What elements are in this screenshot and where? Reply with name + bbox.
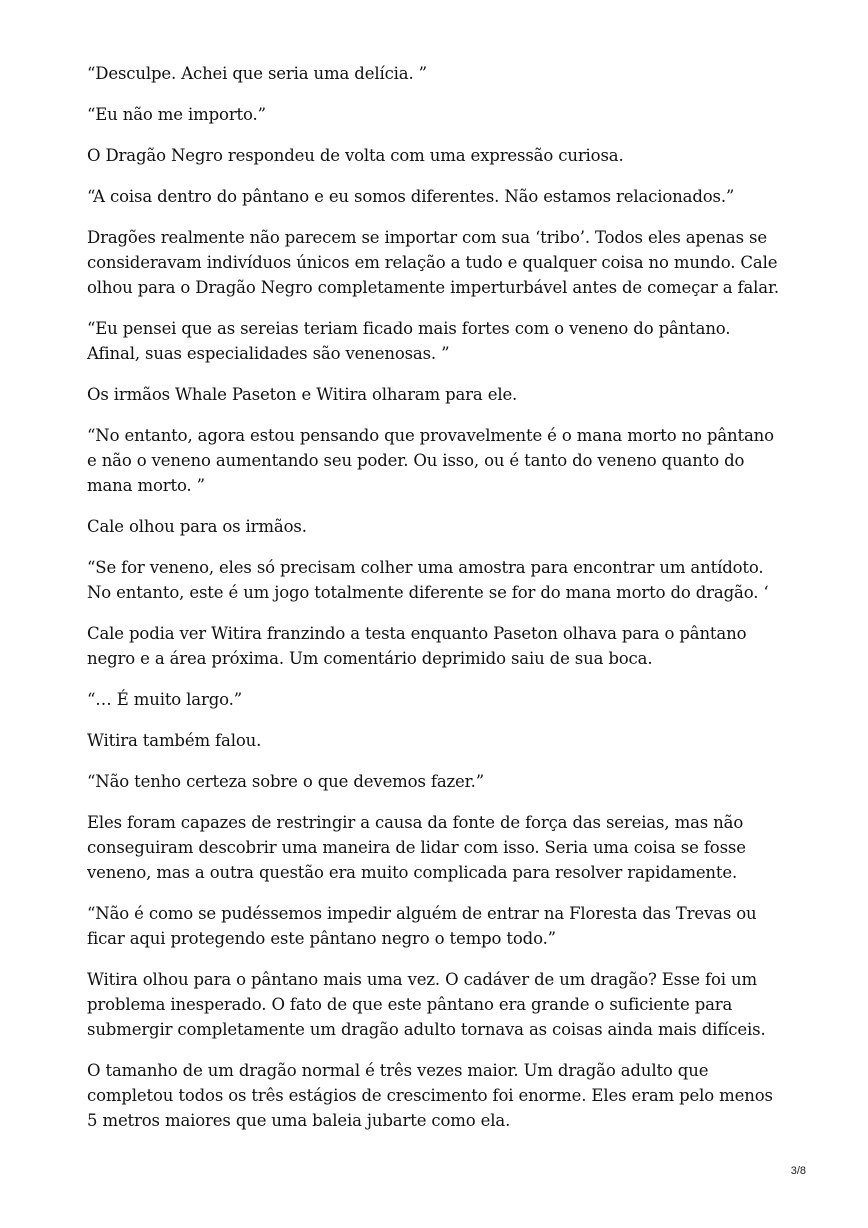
paragraph: “Eu não me importo.” (87, 105, 266, 124)
paragraph: “No entanto, agora estou pensando que provavelmente é o mana morto no pântano e não o veneno aumentando seu poder. Ou isso, ou é tanto do veneno quanto do mana morto. ” (87, 426, 774, 495)
paragraph: Eles foram capazes de restringir a causa da fonte de força das sereias, mas não conseguiram descobrir uma maneira de lidar com isso. Seria uma coisa se fosse veneno, mas a outra questão era muito complicada para resolver rapidamente. (87, 813, 746, 882)
paragraph: Cale podia ver Witira franzindo a testa enquanto Paseton olhava para o pântano negro e a área próxima. Um comentário deprimido saiu de sua boca. (87, 624, 747, 668)
paragraph: Witira também falou. (87, 731, 262, 750)
page-number: 3/8 (790, 1165, 806, 1177)
paragraph: “Não tenho certeza sobre o que devemos fazer.” (87, 772, 484, 791)
paragraph: “A coisa dentro do pântano e eu somos diferentes. Não estamos relacionados.” (87, 187, 735, 206)
paragraph: “Se for veneno, eles só precisam colher uma amostra para encontrar um antídoto. No entanto, este é um jogo totalmente diferente se for do mana morto do dragão. ‘ (87, 558, 769, 602)
paragraph: “Não é como se pudéssemos impedir alguém de entrar na Floresta das Trevas ou ficar aqui protegendo este pântano negro o tempo todo.” (87, 904, 757, 948)
paragraph: O Dragão Negro respondeu de volta com uma expressão curiosa. (87, 146, 624, 165)
document-body (87, 61, 787, 1149)
paragraph: O tamanho de um dragão normal é três vezes maior. Um dragão adulto que completou todos os três estágios de crescimento foi enorme. Eles eram pelo menos 5 metros maiores que uma baleia jubarte como ela. (87, 1061, 773, 1130)
paragraph: Os irmãos Whale Paseton e Witira olharam para ele. (87, 385, 518, 404)
paragraph: “Desculpe. Achei que seria uma delícia. ” (87, 64, 427, 83)
paragraph: “Eu pensei que as sereias teriam ficado mais fortes com o veneno do pântano. Afinal, suas especialidades são venenosas. ” (87, 319, 731, 363)
paragraph: Cale olhou para os irmãos. (87, 517, 307, 536)
paragraph: Witira olhou para o pântano mais uma vez. O cadáver de um dragão? Esse foi um problema inesperado. O fato de que este pântano era grande o suficiente para submergir completamente um dragão adulto tornava as coisas ainda mais difíceis. (87, 970, 766, 1039)
paragraph: “… É muito largo.” (87, 690, 243, 709)
paragraph: Dragões realmente não parecem se importar com sua ‘tribo’. Todos eles apenas se consideravam indivíduos únicos em relação a tudo e qualquer coisa no mundo. Cale olhou para o Dragão Negro completamente imperturbável antes de começar a falar. (87, 228, 779, 297)
